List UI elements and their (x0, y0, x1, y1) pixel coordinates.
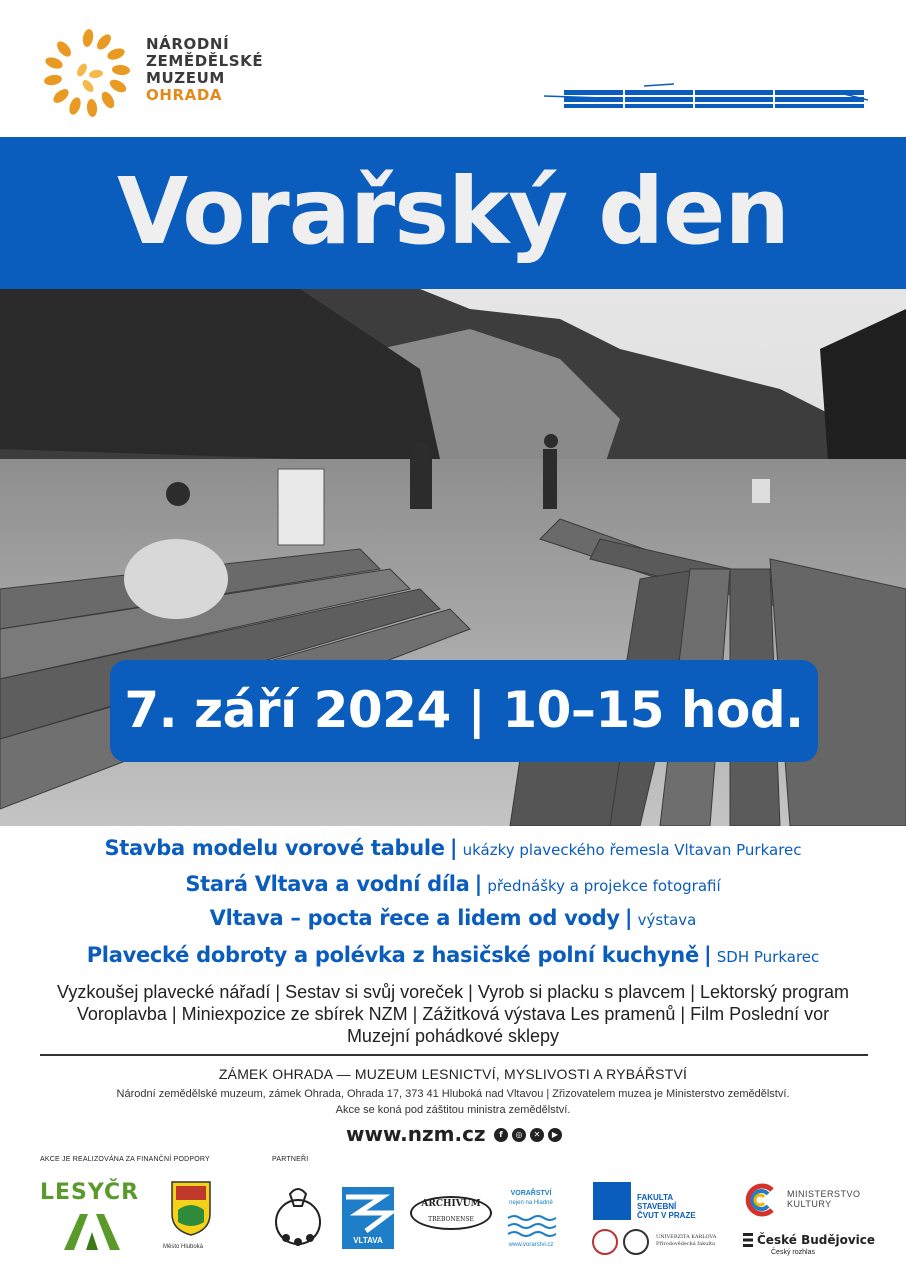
program-item (0, 943, 906, 967)
vorarstvi-title: VORAŘSTVÍ (510, 1190, 552, 1197)
lesy-cr-mark-icon (60, 1212, 124, 1252)
venue-title: ZÁMEK OHRADA — MUZEUM LESNICTVÍ, MYSLIVOSTI A RYBÁŘSTVÍ (218, 1066, 688, 1082)
uk-line: Přírodovědecká fakulta (656, 1241, 715, 1247)
archivum-top-text: ARCHIVUM (421, 1199, 481, 1209)
activities-line: Voroplavba | Miniexpozice ze sbírek NZM | Zážitková výstava Les pramenů | Film Poslední vor (76, 1004, 830, 1024)
museum-name-line2: ZEMĚDĚLSKÉ (146, 52, 264, 70)
social-icons (494, 1128, 562, 1142)
vltava-label: VLTAVA (353, 1236, 383, 1245)
plavci-badge-icon (272, 1182, 324, 1250)
program-title: Vltava – pocta řece a lidem od vody (209, 906, 620, 930)
program-separator: | (474, 872, 483, 896)
museum-location: OHRADA (146, 86, 223, 104)
program-detail: přednášky a projekce fotografií (487, 877, 721, 895)
museum-name-line3: MUZEUM (146, 69, 225, 87)
university-seals-icon (592, 1228, 652, 1256)
partners-caption: PARTNEŘI (272, 1156, 309, 1163)
cvut-logo-icon (593, 1182, 631, 1220)
vorarstvi-subtitle: nejen na Hladně (509, 1200, 553, 1206)
venue-address: Národní zemědělské muzeum, zámek Ohrada, Ohrada 17, 373 41 Hluboká nad Vltavou | Zřizovatelem muzea je Ministerstvo zemědělství. (116, 1088, 790, 1100)
website-link[interactable]: www.nzm.cz (346, 1122, 486, 1146)
program-item (0, 836, 906, 860)
program-separator: | (449, 836, 458, 860)
facebook-icon[interactable]: f (494, 1128, 508, 1142)
ministry-of-culture-icon (742, 1182, 780, 1218)
cvut-line: STAVEBNÍ (637, 1202, 677, 1211)
waves-icon (506, 1212, 556, 1238)
ministry-of-culture-name (787, 1189, 861, 1209)
cvut-line: FAKULTA (637, 1193, 674, 1202)
archivum-bottom-text: TREBONENSE (428, 1216, 474, 1223)
youtube-icon[interactable]: ▶ (548, 1128, 562, 1142)
nzm-logo-icon (38, 28, 138, 124)
mk-line: KULTURY (787, 1199, 832, 1209)
hluboka-crest-icon (170, 1180, 212, 1236)
museum-name-line1: NÁRODNÍ (146, 35, 230, 53)
ceske-budejovice-radio: České Budějovice (757, 1233, 876, 1247)
cesky-rozhlas-label: Český rozhlas (771, 1249, 815, 1256)
vorarstvi-web: www.vorarstvi.cz (508, 1242, 554, 1248)
lesy-cr-logo: LESYČR (40, 1180, 140, 1205)
cvut-line: ČVUT V PRAZE (637, 1211, 696, 1220)
activities-line: Vyzkoušej plavecké nářadí | Sestav si svůj voreček | Vyrob si placku s plavcem | Lektorský program (56, 982, 850, 1002)
program-title: Plavecké dobroty a polévka z hasičské polní kuchyně (86, 943, 699, 967)
program-detail: ukázky plaveckého řemesla Vltavan Purkarec (462, 841, 802, 859)
uk-line: UNIVERZITA KARLOVA (656, 1234, 717, 1240)
program-separator: | (704, 943, 712, 967)
vltava-wave-icon (342, 1187, 394, 1237)
raft-logo-icon (544, 82, 868, 112)
program-title: Stavba modelu vorové tabule (104, 836, 445, 860)
funding-caption: AKCE JE REALIZOVÁNA ZA FINANČNÍ PODPORY (40, 1156, 210, 1163)
divider (40, 1054, 868, 1056)
program-detail: výstava (637, 911, 697, 929)
program-detail: SDH Purkarec (716, 948, 820, 966)
event-date-time: 7. září 2024 | 10–15 hod. (124, 681, 804, 739)
program-item (0, 872, 906, 896)
program-item (0, 906, 906, 930)
activities-list (40, 981, 866, 1047)
x-icon[interactable]: ✕ (530, 1128, 544, 1142)
instagram-icon[interactable]: ◎ (512, 1128, 526, 1142)
patronage-note: Akce se koná pod záštitou ministra zemědělství. (335, 1104, 571, 1116)
program-title: Stará Vltava a vodní díla (185, 872, 470, 896)
program-separator: | (624, 906, 633, 930)
museum-name (146, 36, 263, 104)
radio-icon (743, 1233, 753, 1247)
activities-line: Muzejní pohádkové sklepy (346, 1026, 560, 1046)
cvut-name (637, 1193, 696, 1220)
event-title: Vorařský den (117, 158, 789, 265)
charles-university-name (656, 1234, 716, 1248)
mk-line: MINISTERSTVO (787, 1189, 861, 1199)
hluboka-label: Město Hluboká (163, 1244, 204, 1250)
